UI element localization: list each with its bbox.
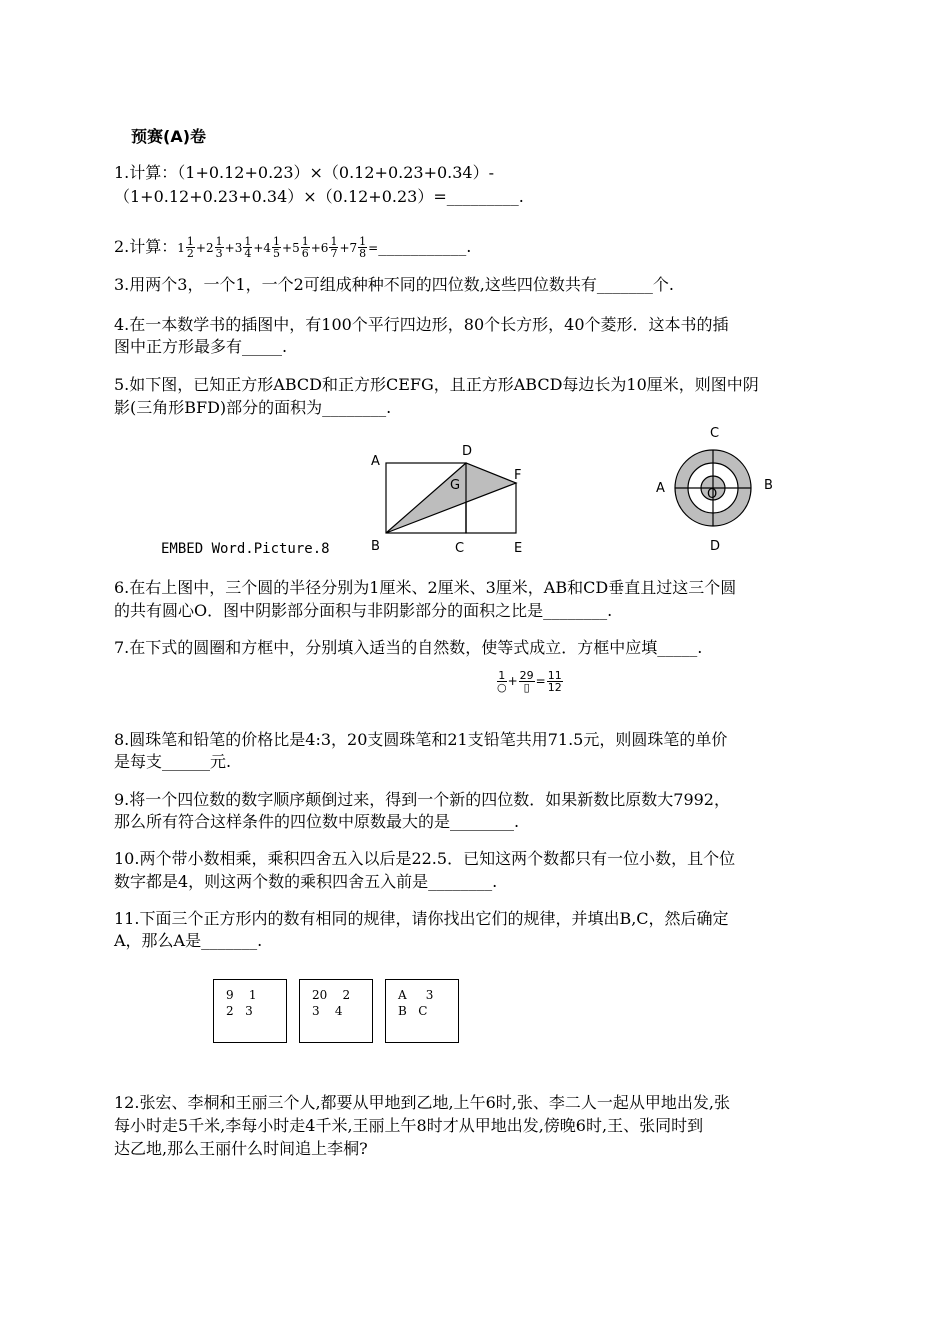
eq-num1: 1 <box>498 669 506 682</box>
fraction-numerator: 1 <box>359 235 367 248</box>
label-b2: B <box>764 478 773 493</box>
fraction <box>215 236 224 259</box>
q8-line1: 8.圆珠笔和铅笔的价格比是4:3，20支圆珠笔和21支铅笔共用71.5元，则圆珠笔的单价 <box>114 730 728 749</box>
q12-line2: 每小时走5千米,李每小时走4千米,王丽上午8时才从甲地出发,傍晚6时,王、张同时到 <box>114 1116 704 1135</box>
fraction-denominator: 6 <box>301 247 309 260</box>
operator: + <box>282 241 293 255</box>
fraction <box>329 236 338 259</box>
label-c2: C <box>710 426 720 441</box>
fraction-numerator: 1 <box>215 235 223 248</box>
q2-line <box>114 236 471 259</box>
q2-prefix: 2.计算： <box>114 237 178 256</box>
squares-figure <box>368 442 538 562</box>
number-box-2 <box>299 979 373 1043</box>
q8-line2: 是每支______元. <box>114 752 232 771</box>
box2-row1: 20 2 <box>312 988 351 1002</box>
fraction-numerator: 1 <box>330 235 338 248</box>
box3-row2: B C <box>398 1004 428 1018</box>
embed-placeholder: EMBED Word.Picture.8 <box>161 541 330 557</box>
q4-line1: 4.在一本数学书的插图中，有100个平行四边形，80个长方形，40个菱形．这本书的插 <box>114 315 729 334</box>
label-a: A <box>371 454 380 469</box>
fraction-denominator: 5 <box>273 247 281 260</box>
q2-mixed-fractions <box>177 235 379 260</box>
box1-row2: 2 3 <box>226 1004 253 1018</box>
q7-equation <box>496 670 564 693</box>
q2-blank: ___________. <box>378 237 472 256</box>
q12-line3: 达乙地,那么王丽什么时间追上李桐? <box>114 1139 368 1158</box>
label-b: B <box>371 539 380 554</box>
page-title: 预赛(A)卷 <box>131 127 207 146</box>
q5-line1: 5.如下图，已知正方形ABCD和正方形CEFG，且正方形ABCD每边长为10厘米，则图中阴 <box>114 375 759 394</box>
label-c: C <box>455 541 465 556</box>
mixed-number: 2 <box>205 241 214 255</box>
label-o: O <box>707 487 718 502</box>
mixed-number: 3 <box>234 241 243 255</box>
mixed-number: 7 <box>349 241 358 255</box>
eq-num3: 11 <box>547 669 562 682</box>
q10-line2: 数字都是4，则这两个数的乘积四舍五入前是________. <box>114 872 498 891</box>
q7-line1: 7.在下式的圆圈和方框中，分别填入适当的自然数，使等式成立．方框中应填_____. <box>114 638 703 657</box>
mixed-number: 5 <box>292 241 300 255</box>
operator: = <box>368 241 379 255</box>
fraction <box>243 236 252 259</box>
q5-line2: 影(三角形BFD)部分的面积为________. <box>114 398 392 417</box>
q10-line1: 10.两个带小数相乘，乘积四舍五入以后是22.5．已知这两个数都只有一位小数，且个位 <box>114 849 736 868</box>
q9-line2: 那么所有符合这样条件的四位数中原数最大的是________. <box>114 812 520 831</box>
number-box-3 <box>385 979 459 1043</box>
fraction-denominator: 3 <box>215 247 223 260</box>
eq-box[interactable]: ▯ <box>523 681 530 694</box>
q3-line: 3.用两个3，一个1，一个2可组成种种不同的四位数,这些四位数共有_______个. <box>114 275 674 294</box>
shaded-triangle-bfd <box>386 463 516 533</box>
label-d2: D <box>710 539 721 554</box>
box3-row1: A 3 <box>398 988 434 1002</box>
q9-line1: 9.将一个四位数的数字顺序颠倒过来，得到一个新的四位数．如果新数比原数大7992， <box>114 790 730 809</box>
box2-row2: 3 4 <box>312 1004 343 1018</box>
label-f: F <box>514 468 522 483</box>
operator: + <box>195 241 206 255</box>
q11-line2: A，那么A是_______. <box>114 931 263 950</box>
fraction-denominator: 8 <box>359 247 367 260</box>
fraction-numerator: 1 <box>186 235 194 248</box>
fraction-numerator: 1 <box>273 235 281 248</box>
mixed-number: 4 <box>263 241 272 255</box>
fraction <box>301 236 310 259</box>
label-g: G <box>450 478 461 493</box>
box1-row1: 9 1 <box>226 988 257 1002</box>
mixed-number: 1 <box>177 241 185 255</box>
q12-line1: 12.张宏、李桐和王丽三个人,都要从甲地到乙地,上午6时,张、李二人一起从甲地出发,张 <box>114 1093 730 1112</box>
q6-line2: 的共有圆心O．图中阴影部分面积与非阴影部分的面积之比是________. <box>114 601 613 620</box>
q11-line1: 11.下面三个正方形内的数有相同的规律，请你找出它们的规律，并填出B,C，然后确定 <box>114 909 729 928</box>
operator: + <box>339 241 350 255</box>
fraction-numerator: 1 <box>301 235 309 248</box>
q4-line2: 图中正方形最多有_____. <box>114 337 288 356</box>
fraction-denominator: 2 <box>186 247 194 260</box>
label-e: E <box>514 541 523 556</box>
fraction <box>358 236 367 259</box>
q1-line1: 1.计算：（1+0.12+0.23）×（0.12+0.23+0.34）- <box>114 163 495 182</box>
eq-equals: = <box>535 674 546 688</box>
eq-num2: 29 <box>519 669 534 682</box>
eq-den3: 12 <box>547 681 562 694</box>
fraction <box>272 236 281 259</box>
number-box-1 <box>213 979 287 1043</box>
fraction-denominator: 7 <box>330 247 338 260</box>
fraction-denominator: 4 <box>244 247 252 260</box>
operator: + <box>224 241 235 255</box>
operator: + <box>310 241 321 255</box>
concentric-circles-figure <box>666 430 776 550</box>
eq-plus: + <box>507 674 518 688</box>
q6-line1: 6.在右上图中，三个圆的半径分别为1厘米、2厘米、3厘米，AB和CD垂直且过这三个圆 <box>114 578 737 597</box>
q1-line2: （1+0.12+0.23+0.34）×（0.12+0.23）=_________. <box>114 187 524 206</box>
mixed-number: 6 <box>320 241 329 255</box>
fraction <box>186 236 195 259</box>
label-d: D <box>462 444 473 459</box>
operator: + <box>253 241 264 255</box>
fraction-numerator: 1 <box>244 235 252 248</box>
label-a2: A <box>656 481 665 496</box>
eq-circle[interactable]: ○ <box>497 681 507 694</box>
